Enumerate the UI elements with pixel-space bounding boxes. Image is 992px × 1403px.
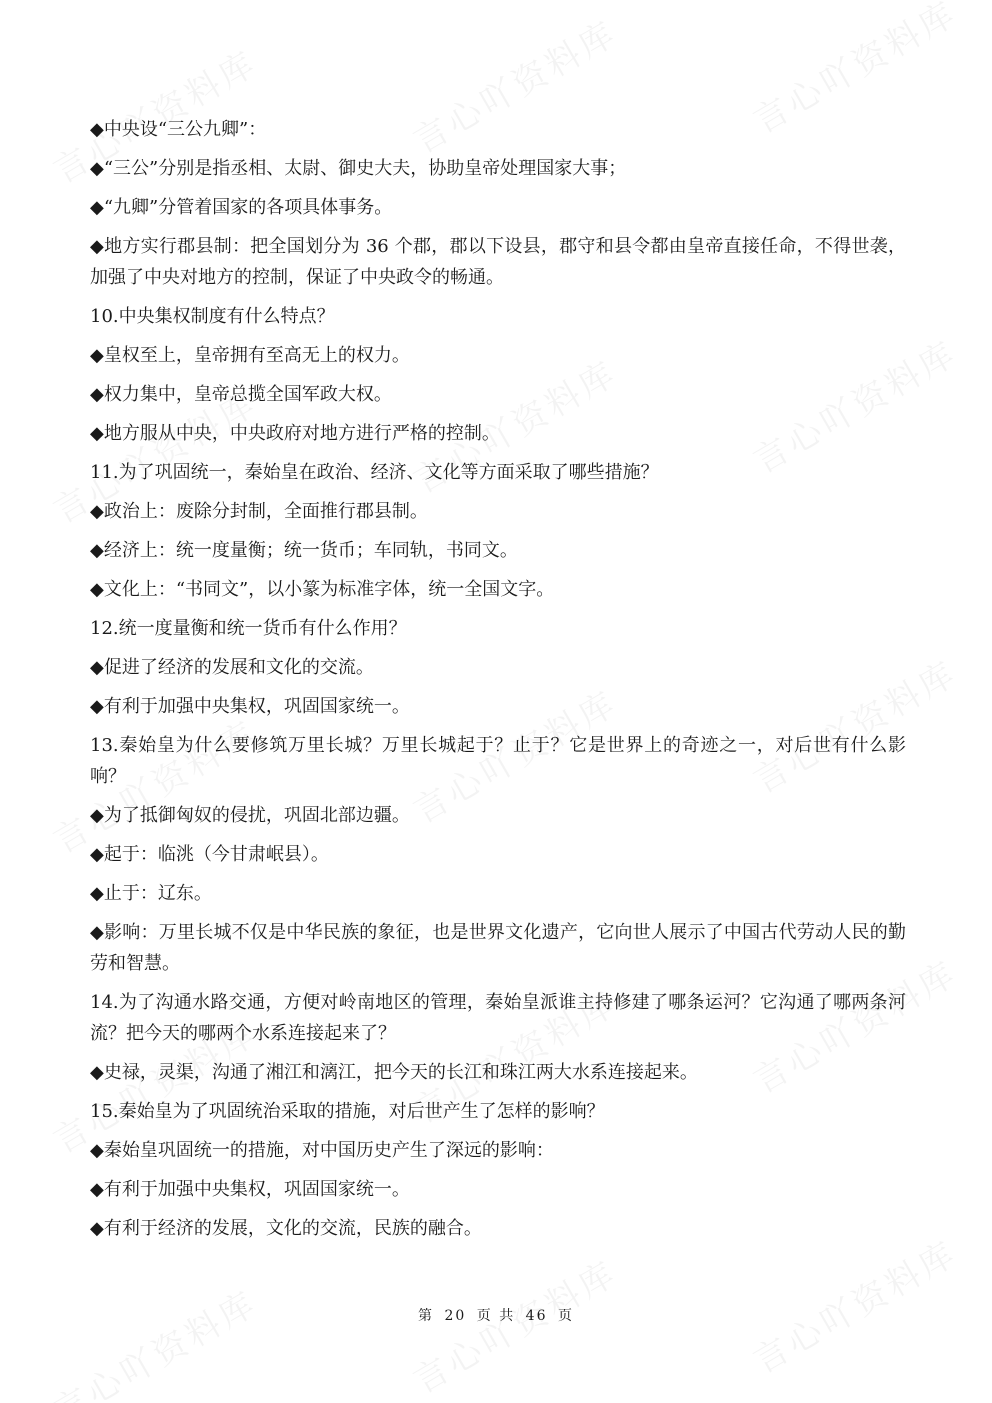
question-heading: 15.秦始皇为了巩固统治采取的措施，对后世产生了怎样的影响？ [90,1101,605,1122]
text-line: ◆有利于加强中央集权，巩固国家统一。 [90,1179,410,1200]
text-line: ◆权力集中，皇帝总揽全国军政大权。 [90,384,392,405]
text-line: ◆“三公”分别是指丞相、太尉、御史大夫，协助皇帝处理国家大事； [90,158,627,179]
document-body [90,114,906,1252]
question-heading: 14.为了沟通水路交通，方便对岭南地区的管理，秦始皇派谁主持修建了哪条运河？它沟通了哪两条河流？把今天的哪两个水系连接起来了？ [90,992,906,1044]
text-line: ◆文化上：“书同文”，以小篆为标准字体，统一全国文字。 [90,579,555,600]
footer-middle: 页 共 [476,1308,516,1324]
text-line: ◆秦始皇巩固统一的措施，对中国历史产生了深远的影响： [90,1140,554,1161]
text-line: ◆中央设“三公九卿”： [90,119,267,140]
text-line: ◆影响：万里长城不仅是中华民族的象征，也是世界文化遗产，它向世人展示了中国古代劳动人民的勤劳和智慧。 [90,922,906,974]
watermark [43,1276,265,1403]
text-line: ◆为了抵御匈奴的侵扰，巩固北部边疆。 [90,805,410,826]
question-heading: 11.为了巩固统一，秦始皇在政治、经济、文化等方面采取了哪些措施？ [90,462,659,483]
question-heading: 10.中央集权制度有什么特点？ [90,306,335,327]
footer-suffix: 页 [557,1308,574,1324]
text-line: ◆地方服从中央，中央政府对地方进行严格的控制。 [90,423,500,444]
text-line: ◆起于：临洮（今甘肃岷县）。 [90,844,329,865]
text-line: ◆“九卿”分管着国家的各项具体事务。 [90,197,393,218]
page-number: 20 [444,1308,467,1324]
text-line: ◆促进了经济的发展和文化的交流。 [90,657,374,678]
text-line: ◆有利于经济的发展，文化的交流，民族的融合。 [90,1218,482,1239]
question-heading: 12.统一度量衡和统一货币有什么作用？ [90,618,407,639]
question-heading: 13.秦始皇为什么要修筑万里长城？万里长城起于？止于？它是世界上的奇迹之一，对后世有什么影响？ [90,735,906,787]
text-line: ◆政治上：废除分封制，全面推行郡县制。 [90,501,428,522]
text-line: ◆有利于加强中央集权，巩固国家统一。 [90,696,410,717]
page-footer [0,1305,992,1325]
text-line: ◆史禄，灵渠，沟通了湘江和漓江，把今天的长江和珠江两大水系连接起来。 [90,1062,698,1083]
text-line: ◆经济上：统一度量衡；统一货币；车同轨，书同文。 [90,540,518,561]
text-line: ◆地方实行郡县制：把全国划分为 36 个郡，郡以下设县，郡守和县令都由皇帝直接任命，不得世袭，加强了中央对地方的控制，保证了中央政令的畅通。 [90,236,906,288]
total-pages: 46 [525,1308,548,1324]
text-line: ◆皇权至上，皇帝拥有至高无上的权力。 [90,345,410,366]
text-line: ◆止于：辽东。 [90,883,212,904]
footer-prefix: 第 [418,1308,435,1324]
